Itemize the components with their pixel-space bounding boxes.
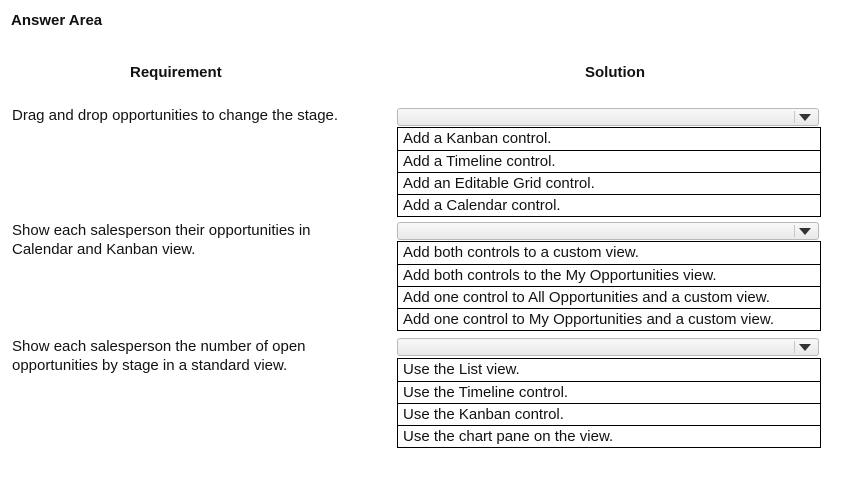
solution-dropdown-1[interactable]	[397, 108, 819, 126]
chevron-down-icon[interactable]	[794, 225, 815, 237]
option-item[interactable]: Use the chart pane on the view.	[398, 425, 820, 447]
solution-header: Solution	[585, 64, 645, 81]
option-item[interactable]: Add an Editable Grid control.	[398, 172, 820, 194]
requirement-line: Drag and drop opportunities to change the stage.	[12, 107, 339, 124]
option-item[interactable]: Use the Kanban control.	[398, 403, 820, 425]
requirement-line: opportunities by stage in a standard view.	[12, 357, 288, 374]
requirement-text-2	[12, 221, 311, 259]
requirement-header: Requirement	[130, 64, 222, 81]
requirement-line: Calendar and Kanban view.	[12, 241, 196, 258]
chevron-down-icon[interactable]	[794, 111, 815, 123]
requirement-text-1	[12, 106, 338, 125]
option-item[interactable]: Use the List view.	[403, 361, 520, 378]
requirement-line: Show each salesperson their opportunities in	[12, 222, 311, 239]
solution-options-1	[397, 127, 821, 217]
option-item[interactable]: Add a Timeline control.	[398, 150, 820, 172]
solution-options-3	[397, 358, 821, 448]
solution-dropdown-3[interactable]	[397, 338, 819, 356]
solution-options-2	[397, 241, 821, 331]
solution-dropdown-2[interactable]	[397, 222, 819, 240]
requirement-text-3	[12, 337, 306, 375]
option-item[interactable]: Add both controls to the My Opportunities view.	[398, 264, 820, 286]
answer-area-title: Answer Area	[11, 12, 103, 29]
option-item[interactable]: Use the Timeline control.	[398, 381, 820, 403]
requirement-line: Show each salesperson the number of open	[12, 338, 306, 355]
chevron-down-icon[interactable]	[794, 341, 815, 353]
option-item[interactable]: Add one control to All Opportunities and a custom view.	[398, 286, 820, 308]
option-item[interactable]: Add both controls to a custom view.	[403, 244, 639, 261]
option-item[interactable]: Add a Calendar control.	[398, 194, 820, 216]
option-item[interactable]: Add a Kanban control.	[403, 130, 552, 147]
option-item[interactable]: Add one control to My Opportunities and a custom view.	[398, 308, 820, 330]
